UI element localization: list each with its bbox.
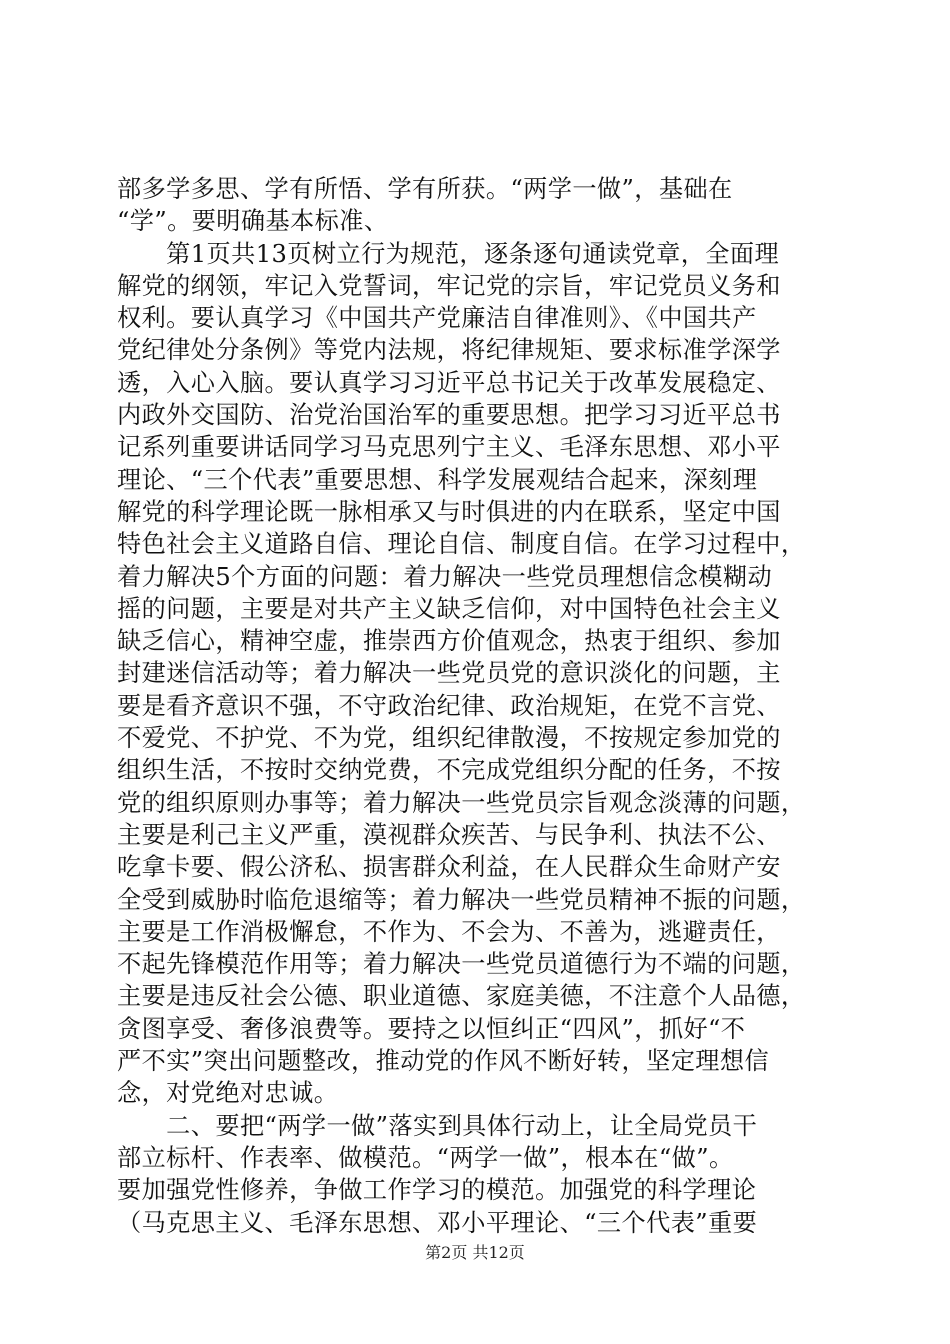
text-line: 着力解决5个方面的问题：着力解决一些党员理想信念模糊动 <box>117 562 773 591</box>
text-line: 解党的纲领，牢记入党誓词，牢记党的宗旨，牢记党员义务和 <box>117 271 781 300</box>
text-line: 主要是利己主义严重，漠视群众疾苦、与民争利、执法不公、 <box>117 820 781 849</box>
text-line: 党的组织原则办事等；着力解决一些党员宗旨观念淡薄的问题， <box>117 788 806 817</box>
text-line: 念，对党绝对忠诚。 <box>117 1079 339 1108</box>
text-line: 权利。要认真学习《中国共产党廉洁自律准则》、《中国共产 <box>117 304 757 333</box>
text-line: 主要是违反社会公德、职业道德、家庭美德，不注意个人品德， <box>117 982 806 1011</box>
text-line: 组织生活，不按时交纳党费，不完成党组织分配的任务，不按 <box>117 756 781 785</box>
text-line: 要是看齐意识不强，不守政治纪律、政治规矩，在党不言党、 <box>117 691 781 720</box>
text-line: 特色社会主义道路自信、理论自信、制度自信。在学习过程中， <box>117 530 806 559</box>
text-line: 缺乏信心，精神空虚，推崇西方价值观念，热衷于组织、参加 <box>117 627 781 656</box>
text-line: 第1页共13页树立行为规范，逐条逐句通读党章，全面理 <box>117 239 780 268</box>
text-line: 透，入心入脑。要认真学习习近平总书记关于改革发展稳定、 <box>117 368 781 397</box>
text-line: 不爱党、不护党、不为党，组织纪律散漫，不按规定参加党的 <box>117 724 781 753</box>
text-line: 摇的问题，主要是对共产主义缺乏信仰，对中国特色社会主义 <box>117 594 781 623</box>
page-number-label: 第2页 共12页 <box>425 1243 525 1262</box>
text-line: 部立标杆、作表率、做模范。“两学一做”，根本在“做”。 <box>117 1143 734 1172</box>
text-line: 封建迷信活动等；着力解决一些党员党的意识淡化的问题，主 <box>117 659 781 688</box>
text-line: 不起先锋模范作用等；着力解决一些党员道德行为不端的问题， <box>117 950 806 979</box>
text-line: 主要是工作消极懈怠，不作为、不会为、不善为，逃避责任， <box>117 917 781 946</box>
text-line: 全受到威胁时临危退缩等；着力解决一些党员精神不振的问题， <box>117 885 806 914</box>
text-line: 吃拿卡要、假公济私、损害群众利益，在人民群众生命财产安 <box>117 853 781 882</box>
text-line: 二、要把“两学一做”落实到具体行动上，让全局党员干 <box>117 1111 758 1140</box>
text-line: （马克思主义、毛泽东思想、邓小平理论、“三个代表”重要 <box>117 1208 758 1237</box>
text-line: “学”。要明确基本标准、 <box>117 207 389 236</box>
page-footer <box>0 1242 950 1264</box>
text-line: 解党的科学理论既一脉相承又与时俱进的内在联系，坚定中国 <box>117 497 781 526</box>
text-line: 要加强党性修养，争做工作学习的模范。加强党的科学理论 <box>117 1176 757 1205</box>
text-line: 贪图享受、奢侈浪费等。要持之以恒纠正“四风”，抓好“不 <box>117 1014 746 1043</box>
text-line: 党纪律处分条例》等党内法规，将纪律规矩、要求标准学深学 <box>117 336 781 365</box>
text-line: 记系列重要讲话同学习马克思列宁主义、毛泽东思想、邓小平 <box>117 433 781 462</box>
text-line: 内政外交国防、治党治国治军的重要思想。把学习习近平总书 <box>117 401 781 430</box>
text-line: 严不实”突出问题整改，推动党的作风不断好转，坚定理想信 <box>117 1047 770 1076</box>
text-line: 部多学多思、学有所悟、学有所获。“两学一做”，基础在 <box>117 175 733 203</box>
document-body <box>117 173 837 1239</box>
text-line: 理论、“三个代表”重要思想、科学发展观结合起来，深刻理 <box>117 465 758 494</box>
